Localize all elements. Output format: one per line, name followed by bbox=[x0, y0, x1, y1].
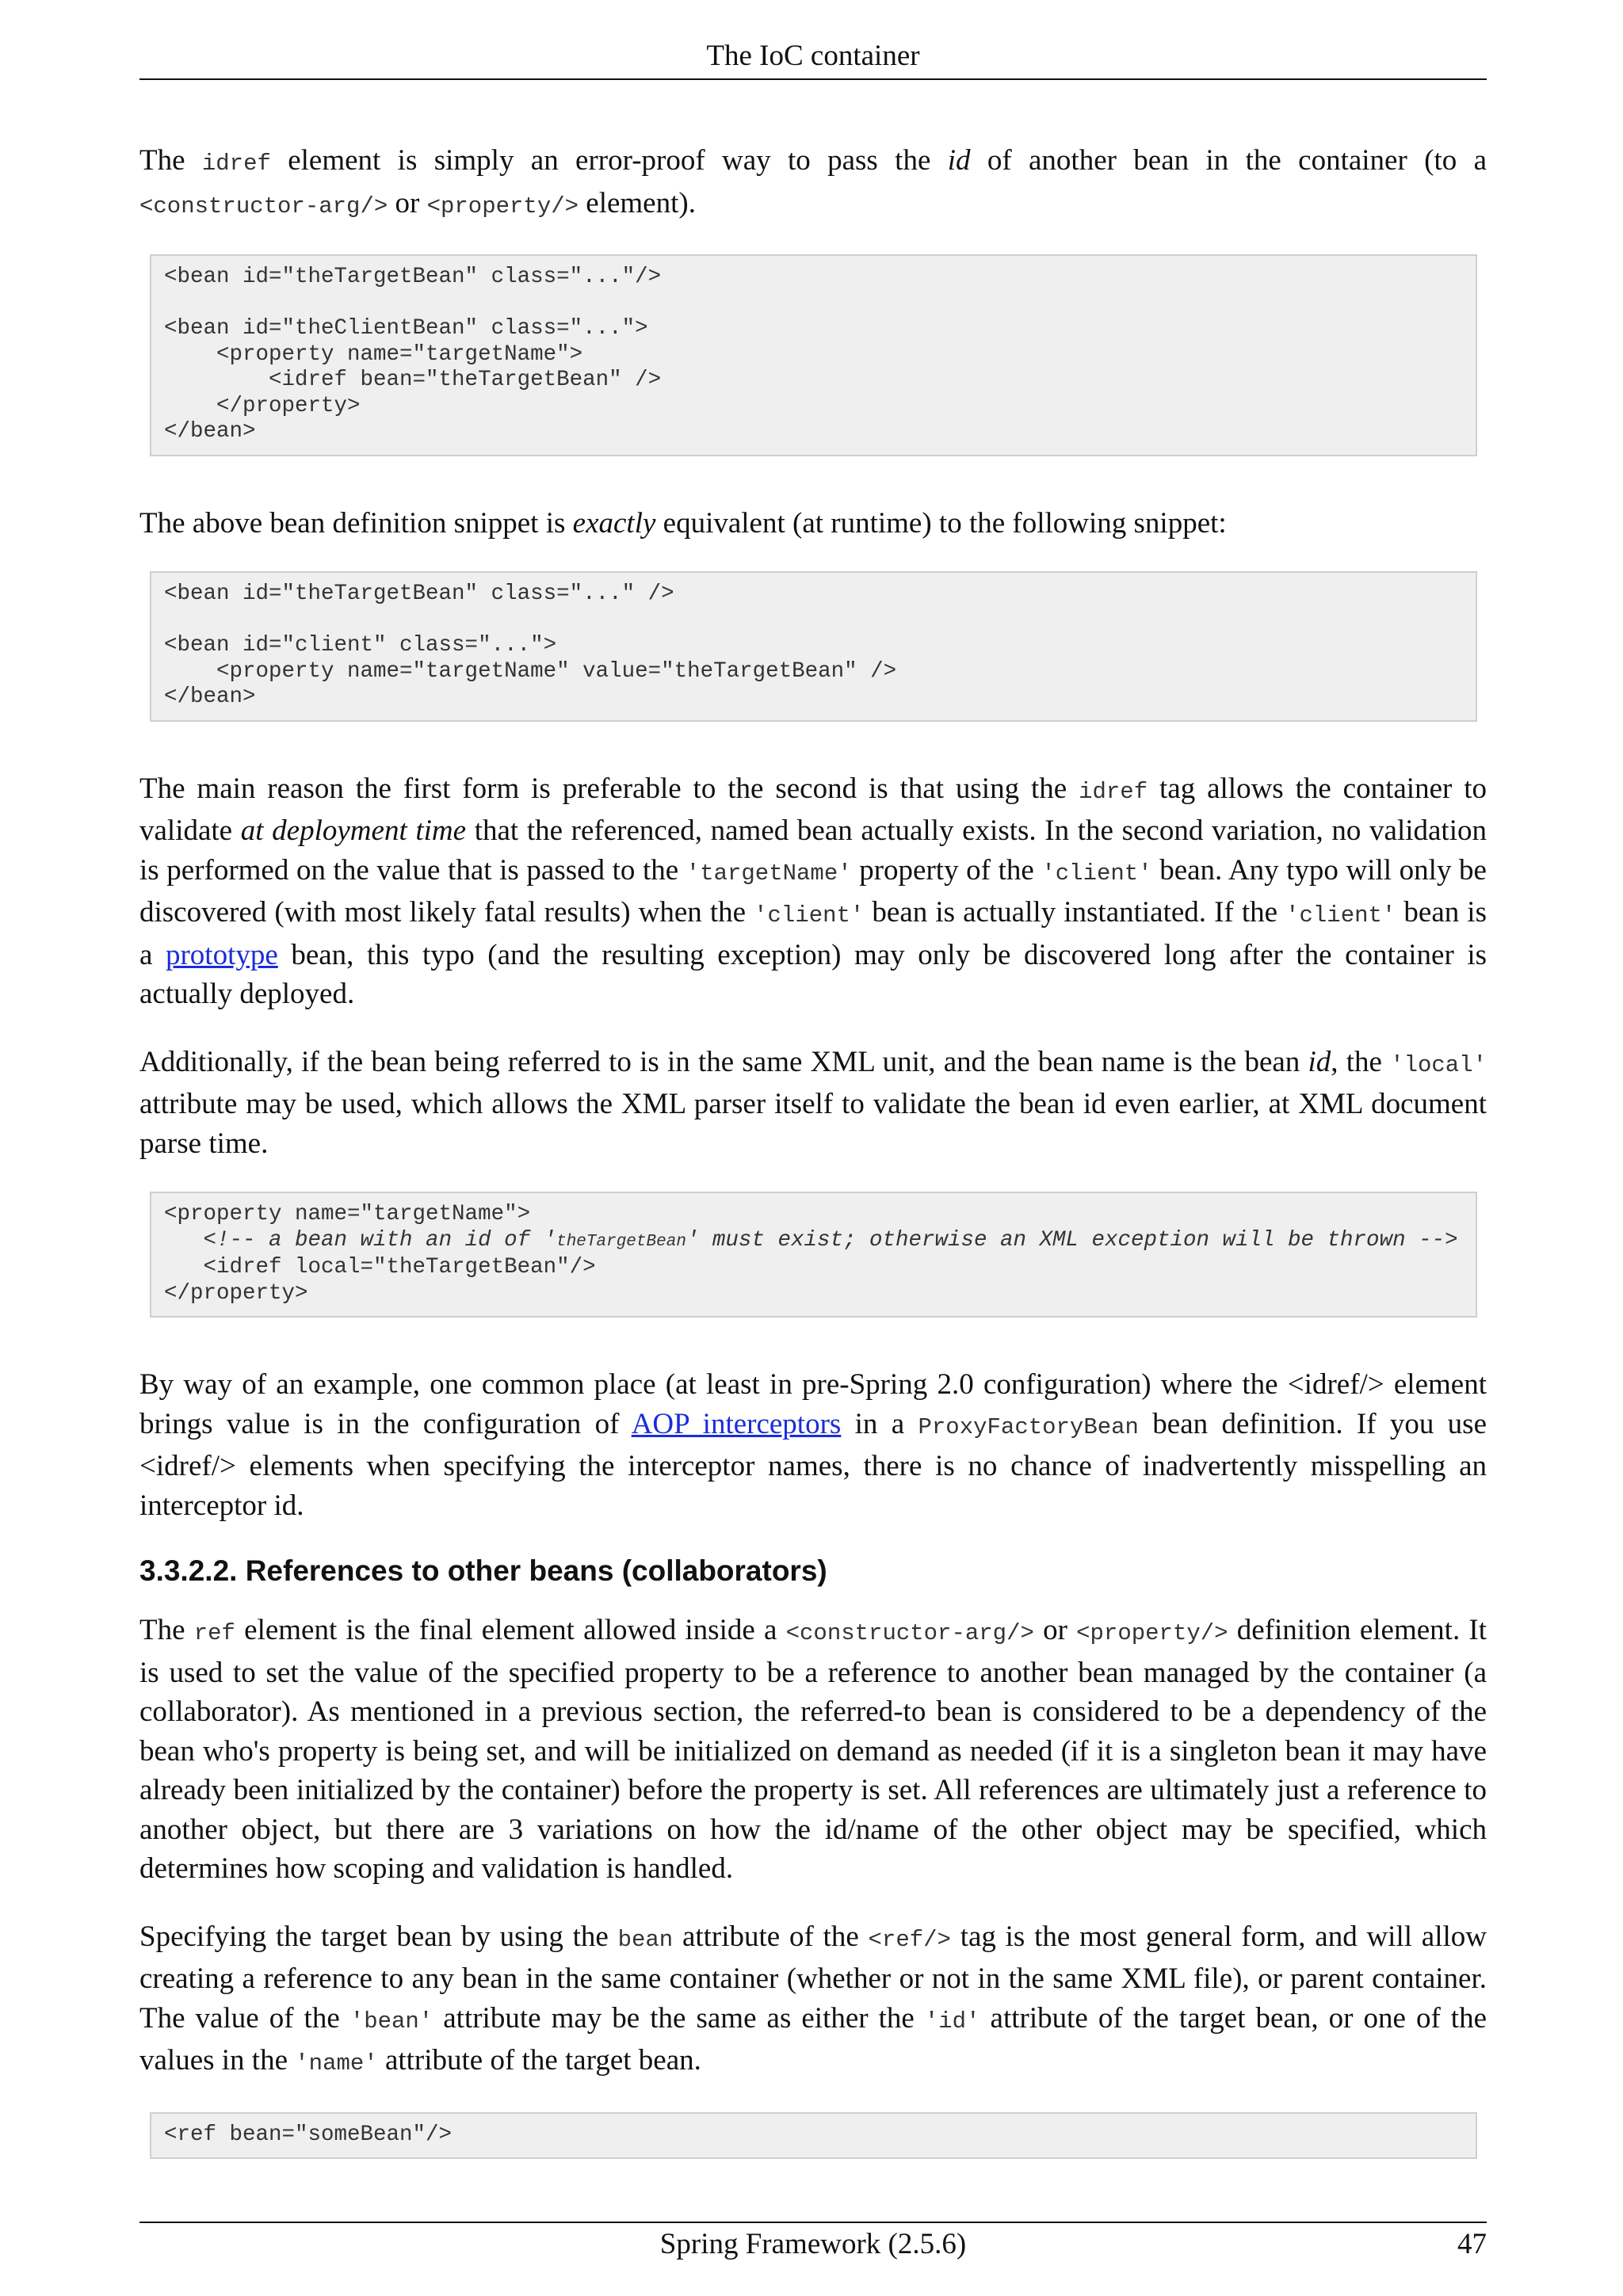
header-title: The IoC container bbox=[706, 40, 920, 72]
page-number: 47 bbox=[1457, 2228, 1487, 2260]
code-block-idref: <bean id="theTargetBean" class="..."/> <bean id="theClientBean" class="..."> <property name="targetName"> <idref bean="theTargetBean" /> </property> </bean> bbox=[150, 254, 1477, 456]
inline-code: 'id' bbox=[924, 2008, 980, 2035]
inline-code: 'local' bbox=[1390, 1051, 1487, 1078]
code-block-ref-bean: <ref bean="someBean"/> bbox=[150, 2112, 1477, 2160]
page-content bbox=[139, 141, 1487, 2206]
inline-code: 'client' bbox=[1041, 860, 1152, 887]
inline-code: <constructor-arg/> bbox=[139, 193, 388, 219]
xml-comment: <!-- a bean with an id of 'theTargetBean' must exist; otherwise an XML exception will be thrown --> bbox=[203, 1227, 1458, 1253]
paragraph-equivalent: The above bean definition snippet is exactly equivalent (at runtime) to the following snippet: bbox=[139, 506, 1227, 540]
paragraph-example: By way of an example, one common place (at least in pre-Spring 2.0 configuration) where the <idref/> element brings value is in the configuration of AOP interceptors in a ProxyFactoryBean bean definition. If you use <idref/> elements when specifying the interceptor names, there is no chance of inadvertently misspelling an interceptor id. bbox=[139, 1368, 1487, 1522]
code-block-value: <bean id="theTargetBean" class="..." /> <bean id="client" class="..."> <property name="targetName" value="theTargetBean" /> </bean> bbox=[150, 571, 1477, 722]
inline-code: 'bean' bbox=[349, 2008, 433, 2035]
paragraph-bean-attribute: Specifying the target bean by using the bean attribute of the <ref/> tag is the most general form, and will allow creating a reference to any bean in the same container (whether or not in the same XML file), or parent container. The value of the 'bean' attribute may be the same as either the 'id' attribute of the target bean, or one of the values in the 'name' attribute of the target bean. bbox=[139, 1920, 1487, 2077]
inline-code: idref bbox=[201, 151, 271, 177]
inline-code: 'client' bbox=[1285, 902, 1396, 929]
inline-code: 'client' bbox=[754, 902, 865, 929]
page-footer bbox=[139, 2222, 1487, 2267]
footer-title: Spring Framework (2.5.6) bbox=[659, 2228, 967, 2260]
aop-interceptors-link[interactable]: AOP interceptors bbox=[631, 1407, 842, 1440]
inline-code: <ref/> bbox=[868, 1926, 951, 1953]
inline-code: ProxyFactoryBean bbox=[918, 1413, 1139, 1440]
inline-code: 'targetName' bbox=[685, 860, 852, 887]
paragraph-main-reason: The main reason the first form is preferable to the second is that using the idref tag allows the container to validate at deployment time that the referenced, named bean actually exists. In the second variation, no validation is performed on the value that is passed to the 'targetName' property of the 'client' bean. Any typo will only be discovered (with most likely fatal results) when the 'client' bean is actually instantiated. If the 'client' bean is a prototype bean, this typo (and the resulting exception) may only be discovered long after the container is actually deployed. bbox=[139, 772, 1487, 1010]
inline-code: bean bbox=[617, 1926, 674, 1953]
paragraph-local-attribute: Additionally, if the bean being referred to is in the same XML unit, and the bean name is the bean id, the 'local' attribute may be used, which allows the XML parser itself to validate the bean id even earlier, at XML document parse time. bbox=[139, 1045, 1487, 1160]
inline-code: 'name' bbox=[295, 2050, 378, 2077]
section-heading: 3.3.2.2. References to other beans (collaborators) bbox=[139, 1554, 827, 1587]
paragraph-idref-intro: The idref element is simply an error-proof way to pass the id of another bean in the container (to a <constructor-arg/> or <property/> element). bbox=[139, 144, 1487, 219]
inline-code: idref bbox=[1079, 778, 1148, 805]
paragraph-ref-element: The ref element is the final element allowed inside a <constructor-arg/> or <property/> definition element. It is used to set the value of the specified property to be a reference to another bean managed by the container (a collaborator). As mentioned in a previous section, the referred-to bean is considered to be a dependency of the bean who's property is being set, and will be initialized on demand as needed (if it is a singleton bean it may have already been initialized by the container) before the property is set. All references are ultimately just a reference to another object, but there are 3 variations on how the id/name of the other object may be specified, which determines how scoping and validation is handled. bbox=[139, 1614, 1487, 1885]
inline-code: <property/> bbox=[1076, 1620, 1228, 1646]
prototype-link[interactable]: prototype bbox=[165, 938, 278, 971]
code-block-local: <property name="targetName"> <!-- a bean with an id of 'theTargetBean' must exist; otherwise an XML exception will be thrown --> <idref local="theTargetBean"/> </property> bbox=[150, 1192, 1477, 1318]
inline-code: <constructor-arg/> bbox=[785, 1620, 1034, 1646]
page-header bbox=[139, 36, 1487, 80]
inline-code: <property/> bbox=[426, 193, 579, 219]
inline-code: ref bbox=[193, 1620, 235, 1646]
